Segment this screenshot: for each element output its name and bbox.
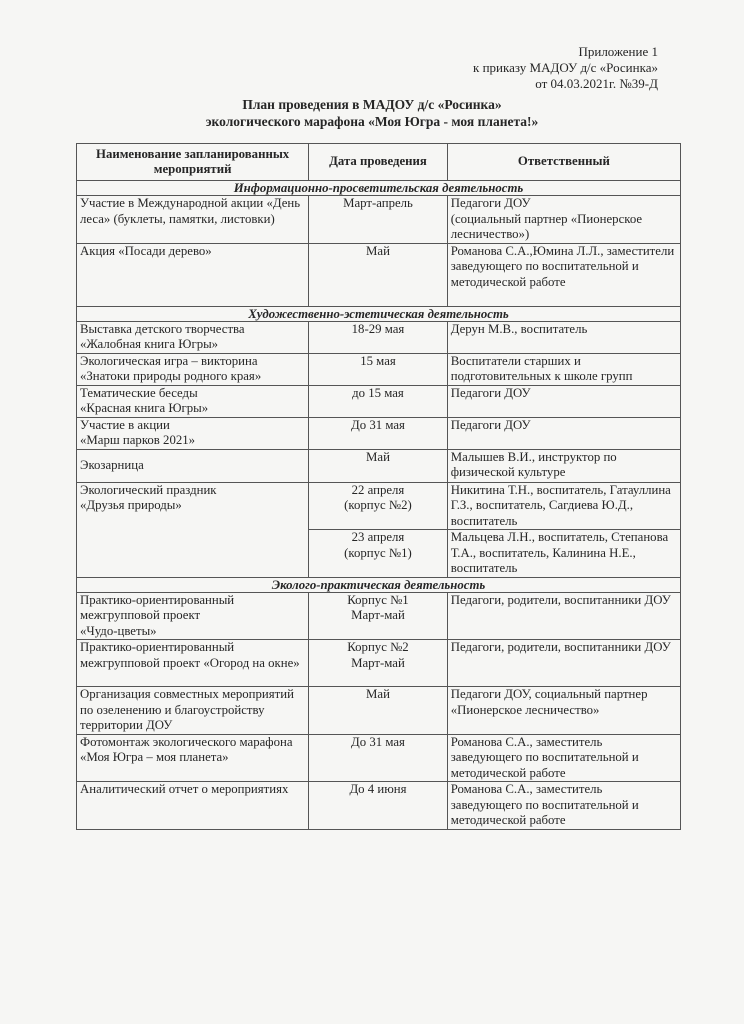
event-responsible: Дерун М.В., воспитатель — [447, 321, 680, 353]
section-row — [77, 306, 681, 321]
event-name: Экологическая игра – викторина «Знатоки природы родного края» — [77, 353, 309, 385]
event-date: Май — [309, 243, 448, 306]
header-responsible: Ответственный — [447, 144, 680, 181]
event-date: 18-29 мая — [309, 321, 448, 353]
event-date: Корпус №1 Март-май — [309, 592, 448, 640]
header-event-name: Наименование запланированных мероприятий — [77, 144, 309, 181]
event-responsible: Педагоги, родители, воспитанники ДОУ — [447, 592, 680, 640]
event-responsible: Педагоги ДОУ — [447, 417, 680, 449]
event-name: Экологический праздник «Друзья природы» — [77, 482, 309, 577]
event-date: 22 апреля (корпус №2) — [309, 482, 448, 530]
table-row — [77, 640, 681, 687]
event-date: Май — [309, 449, 448, 482]
event-responsible: Педагоги ДОУ (социальный партнер «Пионерское лесничество») — [447, 196, 680, 244]
table-row — [77, 417, 681, 449]
appendix-header — [473, 44, 658, 92]
event-date: 15 мая — [309, 353, 448, 385]
section-title: Эколого-практическая деятельность — [77, 577, 681, 592]
event-responsible: Педагоги ДОУ — [447, 385, 680, 417]
event-responsible: Малышев В.И., инструктор по физической культуре — [447, 449, 680, 482]
section-row — [77, 577, 681, 592]
event-date: До 31 мая — [309, 417, 448, 449]
header-date: Дата проведения — [309, 144, 448, 181]
title-line-1: План проведения в МАДОУ д/с «Росинка» — [242, 97, 502, 112]
table-row — [77, 782, 681, 830]
event-date: Май — [309, 687, 448, 735]
event-date: До 4 июня — [309, 782, 448, 830]
table-row — [77, 353, 681, 385]
event-responsible: Педагоги, родители, воспитанники ДОУ — [447, 640, 680, 687]
event-responsible: Романова С.А.,Юмина Л.Л., заместители заведующего по воспитательной и методической работе — [447, 243, 680, 306]
table-row — [77, 385, 681, 417]
appendix-line: Приложение 1 — [578, 44, 658, 59]
event-responsible: Педагоги ДОУ, социальный партнер «Пионерское лесничество» — [447, 687, 680, 735]
event-name: Экозарница — [77, 449, 309, 482]
event-name: Акция «Посади дерево» — [77, 243, 309, 306]
section-row — [77, 181, 681, 196]
event-responsible: Романова С.А., заместитель заведующего по воспитательной и методической работе — [447, 782, 680, 830]
table-row — [77, 449, 681, 482]
order-line: к приказу МАДОУ д/с «Росинка» — [473, 60, 658, 75]
event-name: Выставка детского творчества «Жалобная книга Югры» — [77, 321, 309, 353]
table-row — [77, 592, 681, 640]
event-date: до 15 мая — [309, 385, 448, 417]
section-title: Художественно-эстетическая деятельность — [77, 306, 681, 321]
event-name: Организация совместных мероприятий по озеленению и благоустройству территории ДОУ — [77, 687, 309, 735]
event-name: Участие в акции «Марш парков 2021» — [77, 417, 309, 449]
event-date: До 31 мая — [309, 734, 448, 782]
event-name: Фотомонтаж экологического марафона «Моя Югра – моя планета» — [77, 734, 309, 782]
table-row — [77, 734, 681, 782]
event-name: Практико-ориентированный межгрупповой проект «Огород на окне» — [77, 640, 309, 687]
table-row — [77, 482, 681, 530]
event-name: Практико-ориентированный межгрупповой проект «Чудо-цветы» — [77, 592, 309, 640]
table-row — [77, 321, 681, 353]
events-plan-table — [76, 143, 681, 830]
table-row — [77, 243, 681, 306]
table-header-row — [77, 144, 681, 181]
event-responsible: Романова С.А., заместитель заведующего по воспитательной и методической работе — [447, 734, 680, 782]
event-name: Аналитический отчет о мероприятиях — [77, 782, 309, 830]
event-responsible: Воспитатели старших и подготовительных к школе групп — [447, 353, 680, 385]
event-name: Участие в Международной акции «День леса» (буклеты, памятки, листовки) — [77, 196, 309, 244]
event-date: Март-апрель — [309, 196, 448, 244]
section-title: Информационно-просветительская деятельность — [77, 181, 681, 196]
table-row — [77, 687, 681, 735]
event-responsible: Мальцева Л.Н., воспитатель, Степанова Т.А., воспитатель, Калинина Н.Е., воспитатель — [447, 530, 680, 578]
title-line-2: экологического марафона «Моя Югра - моя планета!» — [205, 114, 539, 129]
event-date: Корпус №2 Март-май — [309, 640, 448, 687]
event-date: 23 апреля (корпус №1) — [309, 530, 448, 578]
document-title — [0, 96, 744, 130]
event-name: Тематические беседы «Красная книга Югры» — [77, 385, 309, 417]
event-responsible: Никитина Т.Н., воспитатель, Гатауллина Г.З., воспитатель, Сагдиева Ю.Д., воспитатель — [447, 482, 680, 530]
order-date-line: от 04.03.2021г. №39-Д — [535, 76, 658, 91]
table-row — [77, 196, 681, 244]
